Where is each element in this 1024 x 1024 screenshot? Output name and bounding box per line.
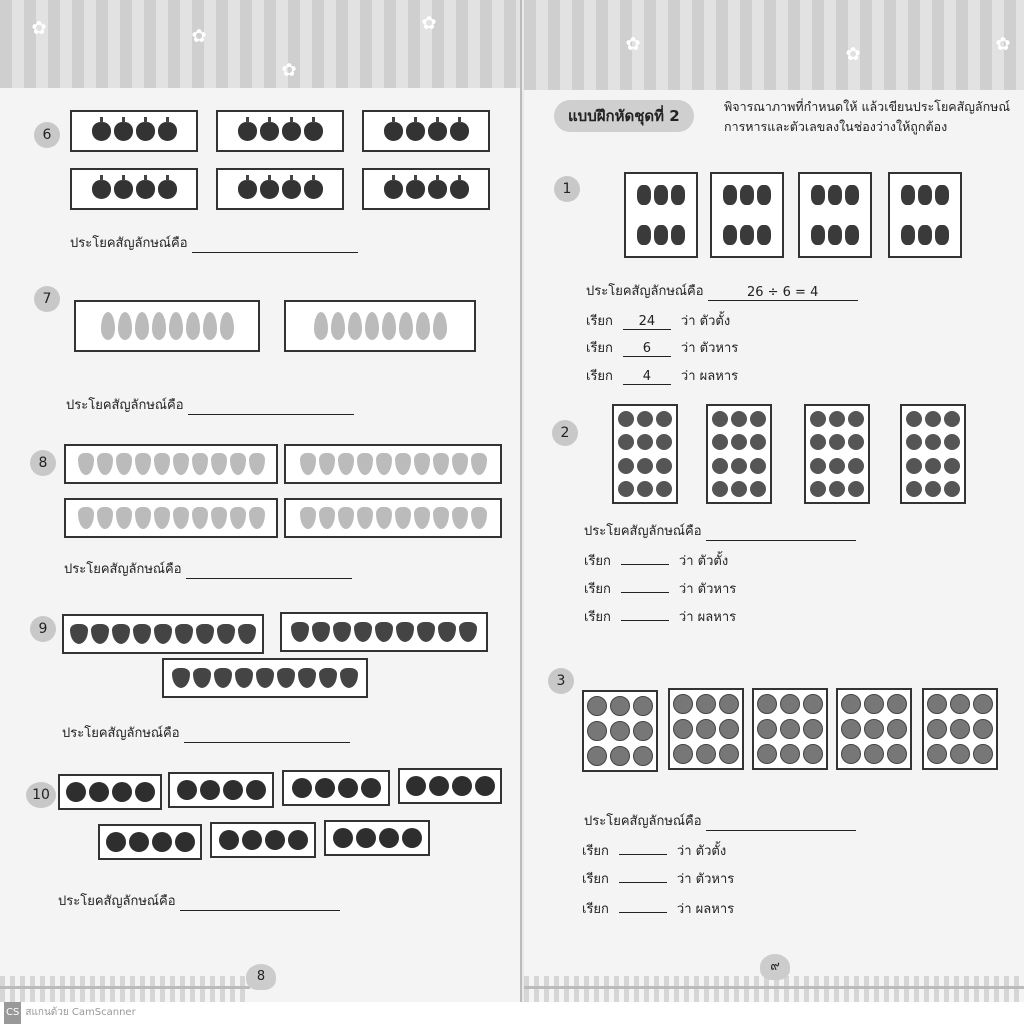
divisor-row xyxy=(586,337,738,358)
quotient-label: ผลหาร xyxy=(695,902,735,917)
sentence-label: ประโยคสัญลักษณ์คือ xyxy=(586,284,704,299)
fruit-group xyxy=(922,688,998,770)
answer-line[interactable] xyxy=(188,414,354,415)
sentence-row xyxy=(64,558,352,579)
question-number: 2 xyxy=(552,420,578,446)
dividend-label: ตัวตั้ง xyxy=(697,554,729,569)
apple-group xyxy=(70,110,198,152)
dividend-row xyxy=(586,310,730,331)
sentence-row xyxy=(586,280,858,301)
as-label: ว่า xyxy=(678,554,694,569)
pomegranate-group xyxy=(804,404,870,504)
call-label: เรียก xyxy=(584,610,611,625)
instruction-line: การหารและตัวเลขลงในช่องว่างให้ถูกต้อง xyxy=(724,119,948,134)
mango-group xyxy=(74,300,260,352)
quotient-label: ผลหาร xyxy=(699,369,739,384)
call-label: เรียก xyxy=(586,341,613,356)
flower-icon: ✿ xyxy=(625,34,641,55)
apple-group xyxy=(362,168,490,210)
question-number: 8 xyxy=(30,450,56,476)
call-label: เรียก xyxy=(582,872,609,887)
right-page xyxy=(524,0,1024,1002)
quotient-blank[interactable] xyxy=(619,912,667,913)
question-number: 6 xyxy=(34,122,60,148)
as-label: ว่า xyxy=(680,369,696,384)
scanner-logo: CS xyxy=(4,1002,21,1024)
scanner-watermark xyxy=(0,1002,1024,1024)
pomegranate-group xyxy=(706,404,772,504)
sentence-row xyxy=(58,890,340,911)
as-label: ว่า xyxy=(680,314,696,329)
call-label: เรียก xyxy=(584,582,611,597)
divisor-blank[interactable]: 6 xyxy=(623,341,671,357)
sentence-label: ประโยคสัญลักษณ์คือ xyxy=(58,894,176,909)
dividend-blank[interactable]: 24 xyxy=(623,314,671,330)
call-label: เรียก xyxy=(582,902,609,917)
header-stripes xyxy=(524,0,1024,90)
pear-group xyxy=(64,498,278,538)
apple-group xyxy=(216,110,344,152)
flower-icon: ✿ xyxy=(421,13,437,34)
pear-group xyxy=(284,498,502,538)
page-number: ๙ xyxy=(760,954,790,980)
fruit-group xyxy=(836,688,912,770)
answer-line[interactable] xyxy=(706,830,856,831)
question-number: 10 xyxy=(26,782,56,808)
mango-group xyxy=(284,300,476,352)
as-label: ว่า xyxy=(678,610,694,625)
berry-group xyxy=(282,770,390,806)
fruit-group xyxy=(582,690,658,772)
page-number: 8 xyxy=(246,964,276,990)
berry-group xyxy=(210,822,316,858)
sentence-row xyxy=(62,722,350,743)
sentence-row xyxy=(70,232,358,253)
sentence-row xyxy=(66,394,354,415)
grape-group xyxy=(710,172,784,258)
as-label: ว่า xyxy=(676,872,692,887)
strawberry-group xyxy=(280,612,488,652)
instruction-line: พิจารณาภาพที่กำหนดให้ แล้วเขียนประโยคสัญลักษณ์ xyxy=(724,99,1010,114)
dividend-blank[interactable] xyxy=(621,564,669,565)
question-number: 9 xyxy=(30,616,56,642)
as-label: ว่า xyxy=(678,582,694,597)
answer-line[interactable]: 26 ÷ 6 = 4 xyxy=(708,285,858,301)
sentence-label: ประโยคสัญลักษณ์คือ xyxy=(64,562,182,577)
quotient-blank[interactable] xyxy=(621,620,669,621)
quotient-row xyxy=(584,606,736,627)
berry-group xyxy=(398,768,502,804)
sentence-label: ประโยคสัญลักษณ์คือ xyxy=(62,726,180,741)
instructions xyxy=(724,97,1014,137)
as-label: ว่า xyxy=(680,341,696,356)
as-label: ว่า xyxy=(676,844,692,859)
sentence-label: ประโยคสัญลักษณ์คือ xyxy=(584,814,702,829)
pomegranate-group xyxy=(612,404,678,504)
answer-line[interactable] xyxy=(706,540,856,541)
flower-icon: ✿ xyxy=(281,60,297,81)
pear-group xyxy=(64,444,278,484)
call-label: เรียก xyxy=(584,554,611,569)
answer-line[interactable] xyxy=(184,742,350,743)
answer-line[interactable] xyxy=(192,252,358,253)
question-number: 3 xyxy=(548,668,574,694)
quotient-row xyxy=(582,898,734,919)
header-stripes xyxy=(0,0,520,88)
quotient-blank[interactable]: 4 xyxy=(623,369,671,385)
exercise-title: แบบฝึกหัดชุดที่ 2 xyxy=(554,100,694,132)
apple-group xyxy=(70,168,198,210)
sentence-row xyxy=(584,810,856,831)
flower-icon: ✿ xyxy=(995,34,1011,55)
pear-group xyxy=(284,444,502,484)
strawberry-group xyxy=(62,614,264,654)
flower-icon: ✿ xyxy=(31,18,47,39)
berry-group xyxy=(58,774,162,810)
dividend-label: ตัวตั้ง xyxy=(695,844,727,859)
dividend-blank[interactable] xyxy=(619,854,667,855)
grape-group xyxy=(888,172,962,258)
fence-decoration xyxy=(0,976,250,1002)
answer-line[interactable] xyxy=(186,578,352,579)
quotient-row xyxy=(586,365,738,386)
quotient-label: ผลหาร xyxy=(697,610,737,625)
berry-group xyxy=(324,820,430,856)
dividend-row xyxy=(582,840,726,861)
berry-group xyxy=(168,772,274,808)
divisor-row xyxy=(584,578,736,599)
grape-group xyxy=(798,172,872,258)
answer-line[interactable] xyxy=(180,910,340,911)
divisor-label: ตัวหาร xyxy=(699,341,739,356)
scanner-text: สแกนด้วย CamScanner xyxy=(25,1007,136,1018)
sentence-label: ประโยคสัญลักษณ์คือ xyxy=(66,398,184,413)
question-number: 1 xyxy=(554,176,580,202)
dividend-row xyxy=(584,550,728,571)
as-label: ว่า xyxy=(676,902,692,917)
berry-group xyxy=(98,824,202,860)
strawberry-group xyxy=(162,658,368,698)
sentence-row xyxy=(584,520,856,541)
divisor-blank[interactable] xyxy=(621,592,669,593)
divisor-row xyxy=(582,868,734,889)
divisor-label: ตัวหาร xyxy=(697,582,737,597)
pomegranate-group xyxy=(900,404,966,504)
call-label: เรียก xyxy=(586,314,613,329)
call-label: เรียก xyxy=(586,369,613,384)
fruit-group xyxy=(752,688,828,770)
left-page xyxy=(0,0,522,1002)
grape-group xyxy=(624,172,698,258)
fruit-group xyxy=(668,688,744,770)
sentence-label: ประโยคสัญลักษณ์คือ xyxy=(70,236,188,251)
flower-icon: ✿ xyxy=(845,44,861,65)
divisor-label: ตัวหาร xyxy=(695,872,735,887)
dividend-label: ตัวตั้ง xyxy=(699,314,731,329)
sentence-label: ประโยคสัญลักษณ์คือ xyxy=(584,524,702,539)
apple-group xyxy=(216,168,344,210)
flower-icon: ✿ xyxy=(191,26,207,47)
call-label: เรียก xyxy=(582,844,609,859)
divisor-blank[interactable] xyxy=(619,882,667,883)
question-number: 7 xyxy=(34,286,60,312)
apple-group xyxy=(362,110,490,152)
